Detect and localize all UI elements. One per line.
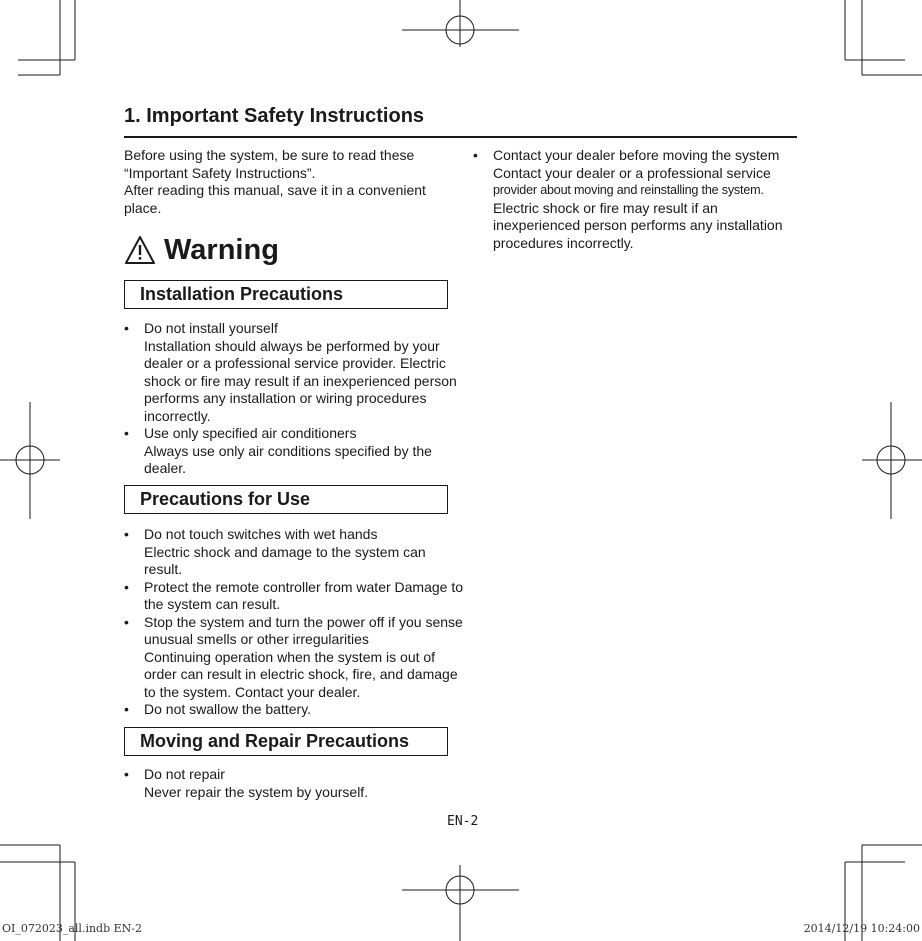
list-item [124,579,464,614]
list-item [124,526,464,579]
title-rule [124,136,797,138]
footer-file-info: OI_072023_all.indb EN-2 [2,922,142,935]
warning-heading [124,230,279,270]
item-title: • Use only specified air conditioners [144,425,357,441]
moving-repair-precautions-heading: Moving and Repair Precautions [124,727,448,756]
page-number: EN-2 [447,814,479,829]
item-title: • Contact your dealer before moving the system [493,147,780,163]
item-title: • Do not touch switches with wet hands [144,526,378,542]
list-item [124,766,459,801]
item-title: • Do not swallow the battery. [144,701,312,717]
item-title: • Protect the remote controller from water Damage to the system can result. [144,578,464,612]
intro-paragraph: Before using the system, be sure to read these “Important Safety Instructions”. [124,147,415,181]
item-title: • Do not install yourself [144,320,278,336]
item-description: Continuing operation when the system is out of order can result in electric shock, fire, and damage to the system. Contact your dealer. [144,648,458,700]
item-description: Electric shock and damage to the system can result. [144,543,426,577]
item-description: Always use only air conditions specified by the dealer. [144,442,432,476]
list-item [124,320,459,425]
intro-paragraph: After reading this manual, save it in a convenient place. [124,182,426,216]
installation-precautions-heading: Installation Precautions [124,280,448,309]
use-list [124,526,464,719]
intro-text [124,147,454,217]
item-description: Never repair the system by yourself. [144,783,369,800]
list-item [473,147,803,252]
item-title: • Stop the system and turn the power off if you sense unusual smells or other irregularities [144,613,463,647]
precautions-for-use-heading: Precautions for Use [124,485,448,514]
warning-triangle-icon [124,235,156,265]
section-title: 1. Important Safety Instructions [124,105,425,127]
item-description: provider about moving and reinstalling the system. [493,183,764,197]
list-item [124,425,459,478]
warning-label: Warning [164,233,279,266]
right-column-list [473,147,803,252]
item-description: Electric shock or fire may result if an inexperienced person performs any installation procedures incorrectly. [493,199,783,251]
moving-list [124,766,459,801]
footer-timestamp: 2014/12/19 10:24:00 [803,922,920,935]
list-item [124,614,464,702]
item-title: • Do not repair [144,766,225,782]
installation-list [124,320,459,478]
item-description: Contact your dealer or a professional service [493,164,771,181]
item-description: Installation should always be performed by your dealer or a professional service provider. Electric shock or fire may result if an inexperienced person performs any installation or wiring procedures incorrectly. [144,337,457,424]
list-item [124,701,464,719]
